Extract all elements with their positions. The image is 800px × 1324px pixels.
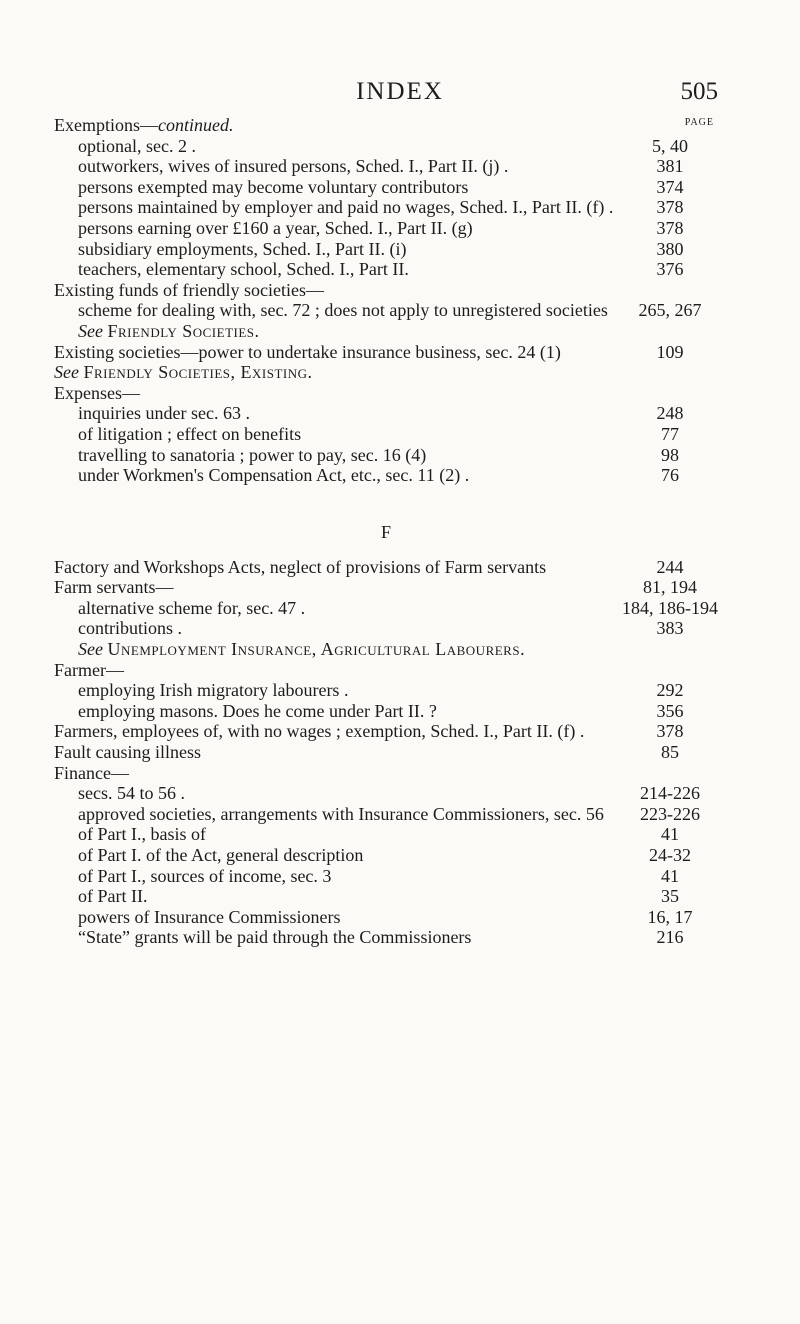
entry-text: Existing societies—power to undertake insurance business, sec. 24 (1) [54, 341, 561, 362]
entry-page-ref: 35 [661, 886, 679, 907]
index-entry [54, 927, 718, 948]
entry-text: persons exempted may become voluntary contributors [78, 176, 469, 197]
entry-page-ref: 223-226 [640, 803, 700, 824]
entry-page-ref: 5, 40 [652, 135, 688, 156]
entry-page-ref: 383 [656, 618, 684, 639]
entry-text: Farmers, employees of, with no wages ; exemption, Sched. I., Part II. (f) . [54, 721, 585, 742]
index-entry [54, 598, 718, 619]
entry-page-ref: 41 [661, 824, 679, 845]
entry-text: of Part I. of the Act, general description [78, 845, 364, 865]
index-entry [54, 639, 718, 660]
entry-page-ref: 356 [656, 700, 684, 721]
index-entry [54, 239, 718, 260]
entry-text: Exemptions—continued. [54, 115, 234, 135]
index-entry [54, 804, 718, 825]
entry-text: powers of Insurance Commissioners [78, 906, 341, 927]
entry-page-ref: 380 [656, 238, 684, 259]
index-entry [54, 197, 718, 218]
entry-page-ref: 248 [656, 403, 684, 424]
entry-text: See Friendly Societies. [78, 320, 260, 341]
entry-text: See Unemployment Insurance, Agricultural Labourers. [78, 639, 526, 660]
entry-text: employing masons. Does he come under Part II. ? [78, 700, 437, 721]
entry-page-ref: 76 [661, 465, 679, 486]
entry-page-ref: 381 [656, 156, 684, 177]
index-entry [54, 300, 718, 321]
entry-text: teachers, elementary school, Sched. I., Part II. [78, 259, 409, 280]
index-entry [54, 907, 718, 928]
entry-page-ref: 214-226 [640, 783, 700, 804]
section-e [54, 115, 718, 486]
entry-page-ref: 41 [661, 865, 679, 886]
section-f [54, 557, 718, 948]
index-entry [54, 465, 718, 486]
entry-text: See Friendly Societies, Existing. [54, 362, 313, 383]
index-entry [54, 886, 718, 907]
index-entry [54, 424, 718, 445]
page-column-label: PAGE [684, 117, 714, 128]
entry-page-ref: 24-32 [649, 845, 691, 865]
index-entry [54, 618, 718, 639]
index-entry [54, 824, 718, 845]
index-entry [54, 321, 718, 342]
entry-page-ref: 81, 194 [643, 577, 697, 598]
index-entry [54, 136, 718, 157]
entry-text: optional, sec. 2 . [78, 135, 196, 156]
index-entry [54, 866, 718, 887]
entry-text: Factory and Workshops Acts, neglect of provisions of Farm servants [54, 556, 547, 577]
entry-text: approved societies, arrangements with Insurance Commissioners, sec. 56 [78, 803, 604, 824]
index-entry [54, 701, 718, 722]
index-entry [54, 342, 718, 363]
entry-page-ref: 16, 17 [647, 906, 693, 927]
entry-text: scheme for dealing with, sec. 72 ; does not apply to unregistered societies [78, 300, 608, 321]
index-entry [54, 763, 718, 784]
entry-page-ref: 98 [661, 444, 679, 465]
entry-text: outworkers, wives of insured persons, Sched. I., Part II. (j) . [78, 156, 509, 177]
entry-page-ref: 85 [661, 742, 679, 763]
entry-text: Farm servants— [54, 577, 174, 598]
entry-text: of litigation ; effect on benefits [78, 423, 302, 444]
entry-page-ref: 265, 267 [638, 300, 702, 321]
index-entry [54, 362, 718, 383]
entry-text: Expenses— [54, 382, 140, 403]
index-entry [54, 259, 718, 280]
entry-text: contributions . [78, 618, 182, 639]
entry-page-ref: 184, 186-194 [622, 597, 718, 618]
page-number: 505 [680, 78, 718, 105]
entry-page-ref: 378 [656, 217, 684, 238]
index-entry [54, 721, 718, 742]
entry-text: “State” grants will be paid through the Commissioners [78, 927, 472, 948]
entry-text: persons maintained by employer and paid no wages, Sched. I., Part II. (f) . [78, 197, 614, 218]
index-entry [54, 577, 718, 598]
entry-text: employing Irish migratory labourers . [78, 680, 349, 701]
index-entry [54, 783, 718, 804]
entry-text: of Part I., sources of income, sec. 3 [78, 865, 332, 886]
index-entry [54, 660, 718, 681]
index-entry [54, 742, 718, 763]
index-entry [54, 845, 718, 866]
entry-text: secs. 54 to 56 . [78, 783, 185, 804]
entry-text: Fault causing illness [54, 742, 201, 763]
index-entry [54, 156, 718, 177]
entry-text: inquiries under sec. 63 . [78, 403, 250, 424]
index-entry [54, 680, 718, 701]
entry-page-ref: 244 [656, 556, 684, 577]
entry-text: alternative scheme for, sec. 47 . [78, 597, 306, 618]
entry-page-ref: 292 [656, 680, 684, 701]
index-entry [54, 280, 718, 301]
index-entry [54, 557, 718, 578]
entry-page-ref: 378 [656, 721, 684, 742]
index-entry [54, 403, 718, 424]
index-entries [54, 115, 718, 948]
entry-text: Finance— [54, 762, 129, 783]
entry-page-ref: 376 [656, 259, 684, 280]
index-entry [54, 383, 718, 404]
entry-text: Existing funds of friendly societies— [54, 279, 324, 300]
section-letter-f: F [380, 521, 391, 542]
entry-page-ref: 109 [656, 341, 684, 362]
entry-page-ref: 378 [656, 197, 684, 218]
entry-page-ref: 374 [656, 176, 684, 197]
index-entry [54, 218, 718, 239]
entry-text: of Part I., basis of [78, 824, 206, 845]
entry-text: of Part II. [78, 886, 148, 907]
entry-text: travelling to sanatoria ; power to pay, sec. 16 (4) [78, 444, 427, 465]
entry-text: under Workmen's Compensation Act, etc., sec. 11 (2) . [78, 465, 470, 486]
entry-page-ref: 216 [656, 927, 684, 948]
entry-page-ref: 77 [661, 423, 679, 444]
running-title: INDEX [356, 78, 444, 105]
entry-text: Farmer— [54, 659, 124, 680]
index-entry [54, 115, 718, 136]
index-entry [54, 177, 718, 198]
index-entry [54, 445, 718, 466]
entry-text: persons earning over £160 a year, Sched. I., Part II. (g) [78, 217, 473, 238]
entry-text: subsidiary employments, Sched. I., Part II. (i) [78, 238, 407, 259]
